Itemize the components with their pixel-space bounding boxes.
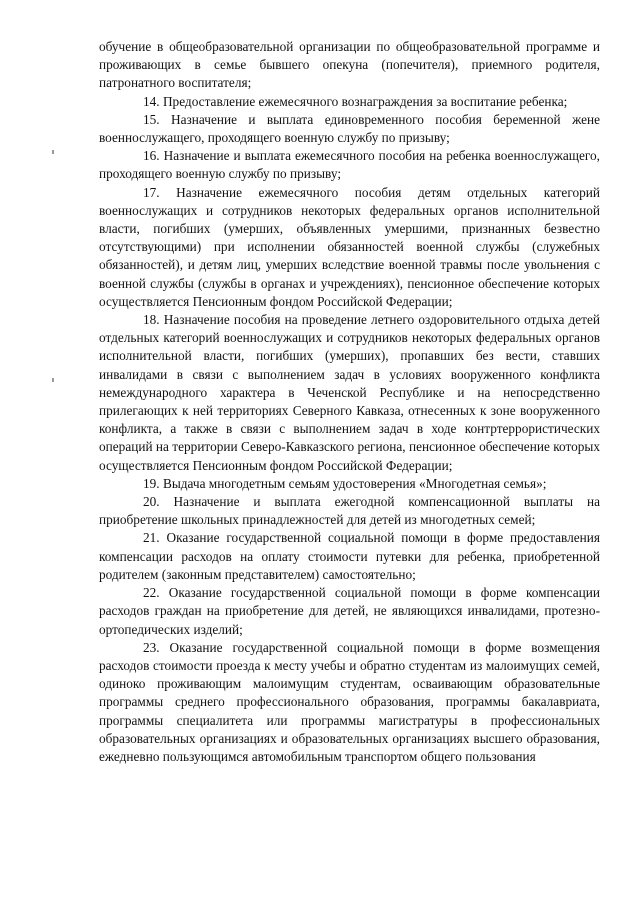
list-item-16: 16. Назначение и выплата ежемесячного пособия на ребенка военнослужащего, проходящего военную службу по призыву; xyxy=(99,148,600,182)
document-body xyxy=(99,38,600,766)
list-item-18: 18. Назначение пособия на проведение летнего оздоровительного отдыха детей отдельных категорий военнослужащих и сотрудников некоторых федеральных органов исполнительной власти, погибших (умерших), пропавших без вести, ставших инвалидами в связи с выполнением задач в условиях вооруженного конфликта немеждународного характера в Чеченской Республике и на непосредственно прилегающих к ней территориях Северного Кавказа, отнесенных к зоне вооруженного конфликта, а также в связи с выполнением задач в ходе контртеррористических операций на территории Северо-Кавказского региона, пенсионное обеспечение которых осуществляется Пенсионным фондом Российской Федерации; xyxy=(99,312,600,473)
list-item-20: 20. Назначение и выплата ежегодной компенсационной выплаты на приобретение школьных принадлежностей для детей из многодетных семей; xyxy=(99,494,600,528)
paragraph-intro: обучение в общеобразовательной организации по общеобразовательной программе и проживающих в семье бывшего опекуна (попечителя), приемного родителя, патронатного воспитателя; xyxy=(99,39,600,91)
list-item-17: 17. Назначение ежемесячного пособия детям отдельных категорий военнослужащих и сотрудников некоторых федеральных органов исполнительной власти, погибших (умерших, объявленных умершими, признанных безвестно отсутствующими) при исполнении обязанностей военной службы (служебных обязанностей), и детям лиц, умерших вследствие военной травмы после увольнения с военной службы (службы в органах и учреждениях), пенсионное обеспечение которых осуществляется Пенсионным фондом Российской Федерации; xyxy=(99,184,600,309)
list-item-22: 22. Оказание государственной социальной помощи в форме компенсации расходов граждан на приобретение для детей, не являющихся инвалидами, протезно-ортопедических изделий; xyxy=(99,585,600,637)
list-item-15: 15. Назначение и выплата единовременного пособия беременной жене военнослужащего, проходящего военную службу по призыву; xyxy=(99,111,600,146)
list-item-21: 21. Оказание государственной социальной помощи в форме предоставления компенсации расходов на оплату стоимости путевки для ребенка, приобретенной родителем (законным представителем) самостоятельно; xyxy=(99,530,600,582)
list-item-19: 19. Выдача многодетным семьям удостоверения «Многодетная семья»; xyxy=(143,475,547,491)
scan-mark xyxy=(52,150,54,154)
scan-mark xyxy=(52,378,54,382)
list-item-23: 23. Оказание государственной социальной помощи в форме возмещения расходов стоимости проезда к месту учебы и обратно студентам из малоимущих семей, одиноко проживающим малоимущим студентам, осваивающим образовательные программы среднего профессионального образования, программы бакалавриата, программы специалитета или программы магистратуры в профессиональных образовательных организациях и образовательных организациях высшего образования, ежедневно пользующимся автомобильным транспортом общего пользования xyxy=(99,639,600,764)
list-item-14: 14. Предоставление ежемесячного вознаграждения за воспитание ребенка; xyxy=(143,93,568,109)
